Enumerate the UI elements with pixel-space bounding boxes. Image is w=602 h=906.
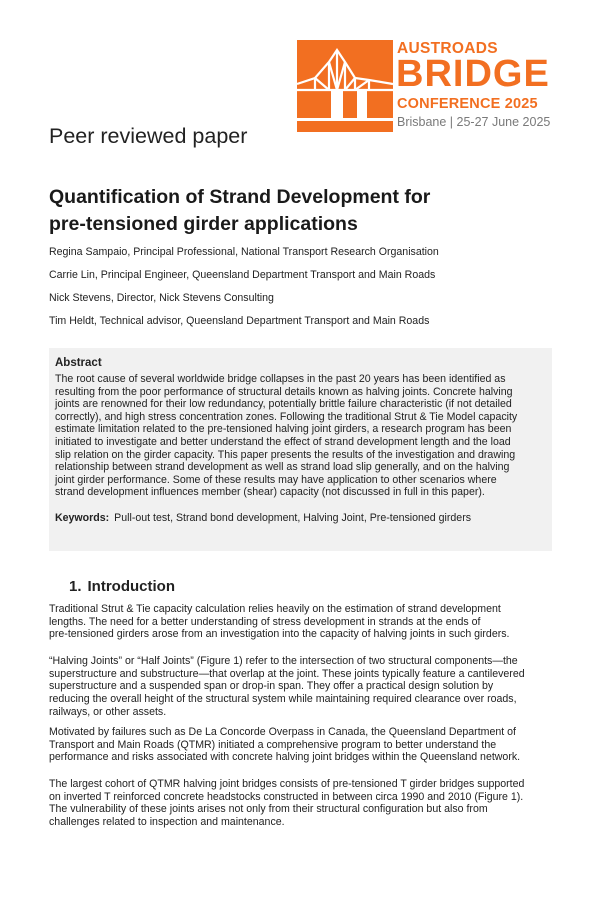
author: Carrie Lin, Principal Engineer, Queensland Department Transport and Main Roads — [49, 269, 436, 281]
abstract-line: slip relation on the girder capacity. This paper presents the results of the investigation and drawing — [55, 448, 516, 461]
author: Tim Heldt, Technical advisor, Queensland Department Transport and Main Roads — [49, 315, 430, 327]
author-list — [49, 246, 439, 338]
abstract-line: resulting from the poor performance of structural details known as halving joints. Concrete halving — [55, 385, 513, 398]
keywords-value: Pull-out test, Strand bond development, Halving Joint, Pre-tensioned girders — [114, 512, 472, 524]
paper-title — [49, 184, 519, 238]
author: Regina Sampaio, Principal Professional, National Transport Research Organisation — [49, 246, 439, 258]
abstract-line: strand development influences member (shear) capacity (not discussed in full in this paper). — [55, 486, 485, 499]
body-paragraph — [49, 778, 559, 829]
paragraph-line: pre-tensioned girders arose from an investigation into the capacity of halving joints in such girders. — [49, 628, 510, 641]
abstract-line: initiated to investigate and better understand the effect of strand development length and the load — [55, 435, 511, 448]
abstract-line: correctly), and high stress concentration zones. Following the traditional Strut & Tie Model capacity — [55, 410, 518, 423]
title-line: pre-tensioned girder applications — [49, 213, 358, 235]
paragraph-line: “Halving Joints” or “Half Joints” (Figure 1) refer to the intersection of two structural components—the — [49, 655, 518, 667]
section-number: 1. — [69, 578, 82, 595]
abstract-line: relationship between strand development as well as strand load slip generally, and on the halving — [55, 461, 510, 474]
keywords-label: Keywords: — [55, 512, 110, 524]
bridge-icon — [297, 40, 393, 132]
paragraph-line: Transport and Main Roads (QTMR) initiated a comprehensive program to better understand the — [49, 738, 497, 751]
paragraph-line: The vulnerability of these joints arises not only from their structural configuration but also from — [49, 803, 488, 816]
section-title: Introduction — [87, 578, 175, 595]
logo-bridge-word: BRIDGE — [396, 53, 550, 95]
abstract-line: The root cause of several worldwide bridge collapses in the past 20 years has been identified as — [55, 373, 506, 385]
paragraph-line: challenges related to inspection and maintenance. — [49, 816, 285, 829]
abstract-box — [49, 348, 552, 551]
paragraph-line: Motivated by failures such as De La Concorde Overpass in Canada, the Queensland Department of — [49, 726, 516, 738]
title-line: Quantification of Strand Development for — [49, 186, 431, 208]
paragraph-line: on inverted T reinforced concrete headstocks constructed in between circa 1990 and 2010 (Figure 1). — [49, 790, 524, 803]
section-heading — [69, 578, 175, 595]
paragraph-line: railways, or other assets. — [49, 705, 167, 718]
abstract-line: joints are renowned for their low redundancy, potentially brittle failure characteristic (if not detailed — [55, 398, 512, 411]
body-paragraph — [49, 655, 559, 719]
author: Nick Stevens, Director, Nick Stevens Consulting — [49, 292, 274, 304]
paper-type-label: Peer reviewed paper — [49, 124, 248, 148]
paragraph-line: lengths. The need for a better understanding of stress development in strands at the ends of — [49, 615, 481, 628]
paragraph-line: Traditional Strut & Tie capacity calculation relies heavily on the estimation of strand development — [49, 603, 501, 615]
abstract-line: estimate limitation related to the pre-tensioned halving joint girders, a research program has been — [55, 423, 512, 436]
paragraph-line: superstructure and substructure—that overlap at the joint. These joints typically feature a cantilevered — [49, 667, 525, 680]
paragraph-line: superstructure and a suspended span or drop-in span. They offer a practical design solution by — [49, 680, 494, 693]
logo-organisation: AUSTROADS — [397, 40, 498, 57]
abstract-heading: Abstract — [55, 357, 102, 369]
logo-location-date: Brisbane | 25-27 June 2025 — [397, 115, 551, 129]
paragraph-line: The largest cohort of QTMR halving joint bridges consists of pre-tensioned T girder bridges supported — [49, 778, 525, 790]
body-paragraph — [49, 726, 559, 764]
paragraph-line: performance and risks associated with concrete halving joint bridges within the Queensland network. — [49, 751, 521, 764]
paragraph-line: reducing the overall height of the structural system while maintaining required clearance over roads, — [49, 693, 517, 706]
abstract-line: joint girder performance. Some of these results may have application to other scenarios where — [55, 473, 497, 486]
abstract-text — [55, 373, 545, 499]
body-paragraph — [49, 603, 559, 641]
conference-logo — [297, 40, 555, 135]
logo-conference: CONFERENCE 2025 — [397, 96, 538, 112]
keywords — [55, 512, 471, 524]
